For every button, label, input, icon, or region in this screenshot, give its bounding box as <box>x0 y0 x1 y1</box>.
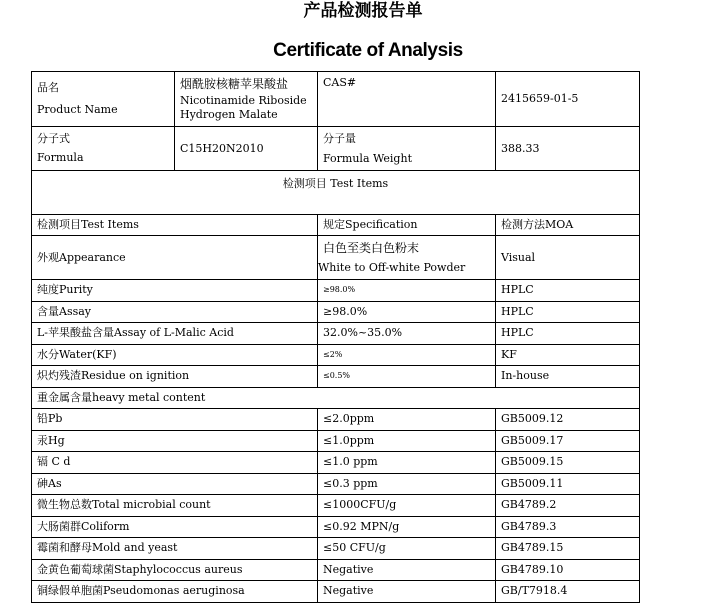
test-item-name: 大肠菌群Coliform <box>32 516 318 538</box>
test-item-name: 霉菌和酵母Mold and yeast <box>32 538 318 560</box>
test-item-spec: ≥98.0% <box>318 301 496 323</box>
appearance-spec <box>318 236 496 280</box>
test-item-method: HPLC <box>496 280 640 302</box>
test-item-spec: 32.0%~35.0% <box>318 323 496 345</box>
column-header-item: 检测项目Test Items <box>32 215 318 236</box>
test-item-method: GB5009.11 <box>496 473 640 495</box>
appearance-item: 外观Appearance <box>32 236 318 280</box>
product-name-label-cn: 品名 <box>37 81 59 94</box>
test-item-method: KF <box>496 344 640 366</box>
test-item-spec: ≤1000CFU/g <box>318 495 496 517</box>
document-title-en: Certificate of Analysis <box>273 40 463 61</box>
test-row <box>32 323 640 345</box>
test-item-spec: ≤2% <box>318 344 496 366</box>
test-row <box>32 452 640 474</box>
section-header-row <box>32 171 640 215</box>
test-item-name: 金黄色葡萄球菌Staphylococcus aureus <box>32 559 318 581</box>
product-name-label <box>32 72 175 127</box>
test-item-name: 铜绿假单胞菌Pseudomonas aeruginosa <box>32 581 318 603</box>
test-item-method: GB5009.15 <box>496 452 640 474</box>
test-item-name: 镉 C d <box>32 452 318 474</box>
product-name-label-en: Product Name <box>37 103 118 116</box>
product-name-value-en1: Nicotinamide Riboside <box>180 93 307 107</box>
formula-weight-label <box>318 127 496 171</box>
test-item-method: GB5009.12 <box>496 409 640 431</box>
cas-value: 2415659-01-5 <box>496 72 640 127</box>
formula-label-cn: 分子式 <box>37 132 70 145</box>
test-item-name: 炽灼残渣Residue on ignition <box>32 366 318 388</box>
test-item-name: 汞Hg <box>32 430 318 452</box>
test-item-method: GB/T7918.4 <box>496 581 640 603</box>
formula-weight-value: 388.33 <box>496 127 640 171</box>
test-item-name: 水分Water(KF) <box>32 344 318 366</box>
test-row <box>32 559 640 581</box>
document-title-cn: 产品检测报告单 <box>303 1 423 21</box>
test-item-method: GB4789.2 <box>496 495 640 517</box>
cas-label: CAS# <box>318 72 496 127</box>
test-row <box>32 301 640 323</box>
test-row <box>32 430 640 452</box>
test-item-name: L-苹果酸盐含量Assay of L-Malic Acid <box>32 323 318 345</box>
test-row <box>32 366 640 388</box>
test-item-name: 铅Pb <box>32 409 318 431</box>
test-item-method: In-house <box>496 366 640 388</box>
test-item-name: 微生物总数Total microbial count <box>32 495 318 517</box>
appearance-method: Visual <box>496 236 640 280</box>
column-header-row <box>32 215 640 236</box>
test-row <box>32 409 640 431</box>
product-name-value-cn: 烟酰胺核糖苹果酸盐 <box>180 76 289 91</box>
test-item-name: 含量Assay <box>32 301 318 323</box>
heavy-metal-header-row <box>32 387 640 409</box>
test-row <box>32 538 640 560</box>
product-name-row <box>32 72 640 127</box>
test-item-spec: ≤0.92 MPN/g <box>318 516 496 538</box>
test-row <box>32 581 640 603</box>
heavy-metal-header: 重金属含量heavy metal content <box>32 387 640 409</box>
appearance-spec-cn: 白色至类白色粉末 <box>323 240 420 255</box>
test-row <box>32 495 640 517</box>
test-item-spec: ≤2.0ppm <box>318 409 496 431</box>
test-item-spec: ≤1.0 ppm <box>318 452 496 474</box>
test-item-spec: ≤0.5% <box>318 366 496 388</box>
formula-row <box>32 127 640 171</box>
test-item-method: GB4789.15 <box>496 538 640 560</box>
test-row <box>32 344 640 366</box>
test-item-spec: Negative <box>318 581 496 603</box>
column-header-method: 检测方法MOA <box>496 215 640 236</box>
test-item-spec: ≥98.0% <box>318 280 496 302</box>
coa-table-body <box>32 72 640 603</box>
test-item-method: GB5009.17 <box>496 430 640 452</box>
appearance-row <box>32 236 640 280</box>
formula-label <box>32 127 175 171</box>
test-item-name: 纯度Purity <box>32 280 318 302</box>
test-item-spec: ≤50 CFU/g <box>318 538 496 560</box>
formula-value: C15H20N2010 <box>175 127 318 171</box>
test-items-section-header: 检测项目 Test Items <box>32 171 640 215</box>
test-item-method: GB4789.3 <box>496 516 640 538</box>
test-item-method: GB4789.10 <box>496 559 640 581</box>
test-item-name: 砷As <box>32 473 318 495</box>
test-item-method: HPLC <box>496 323 640 345</box>
appearance-spec-en: White to Off-white Powder <box>318 260 466 274</box>
formula-weight-label-cn: 分子量 <box>323 131 356 145</box>
test-row <box>32 473 640 495</box>
product-name-value <box>175 72 318 127</box>
formula-weight-label-en: Formula Weight <box>323 151 412 165</box>
column-header-spec: 规定Specification <box>318 215 496 236</box>
coa-table <box>31 71 640 603</box>
product-name-value-en2: Hydrogen Malate <box>180 107 278 121</box>
test-row <box>32 516 640 538</box>
test-item-spec: ≤0.3 ppm <box>318 473 496 495</box>
formula-label-en: Formula <box>37 151 84 164</box>
test-row <box>32 280 640 302</box>
test-item-method: HPLC <box>496 301 640 323</box>
test-item-spec: Negative <box>318 559 496 581</box>
test-item-spec: ≤1.0ppm <box>318 430 496 452</box>
